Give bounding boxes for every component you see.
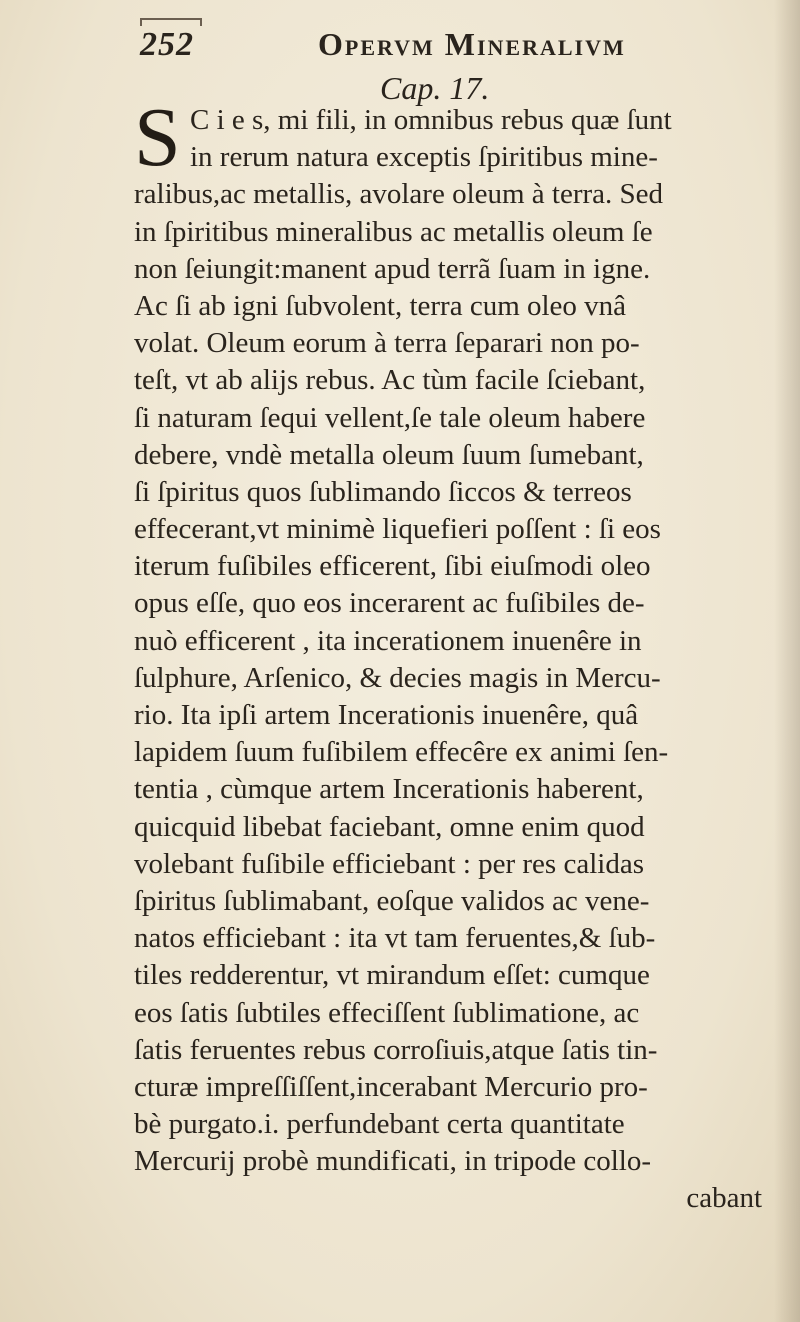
text-line: debere, vndè metalla oleum ſuum ſumebant, [134, 438, 644, 471]
text-line: cturæ impreſſiſſent,incerabant Mercurio pro- [134, 1070, 648, 1103]
text-line: ſi ſpiritus quos ſublimando ſiccos & terreos [134, 475, 632, 508]
body-text [134, 102, 784, 1218]
text-line: eos ſatis ſubtiles effeciſſent ſublimatione, ac [134, 996, 640, 1029]
text-line: teſt, vt ab alijs rebus. Ac tùm facile ſciebant, [134, 364, 646, 397]
text-line: lapidem ſuum fuſibilem effecêre ex animi ſen- [134, 736, 669, 769]
text-line: C i e s, mi fili, in omnibus rebus quæ ſunt [190, 104, 672, 136]
text-line: opus eſſe, quo eos incerarent ac fuſibiles de- [134, 587, 645, 620]
text-line: bè purgato.i. perfundebant certa quantitate [134, 1108, 625, 1141]
text-line: in ſpiritibus mineralibus ac metallis oleum ſe [134, 215, 653, 248]
text-line: ralibus,ac metallis, avolare oleum à terra. Sed [134, 178, 664, 211]
text-line: in rerum natura exceptis ſpiritibus mine- [190, 141, 658, 174]
text-line: Mercurij probè mundificati, in tripode collo- [134, 1145, 652, 1178]
running-head: Opervm Mineralivm [318, 26, 626, 62]
text-line: tiles redderentur, vt mirandum eſſet: cumque [134, 959, 650, 992]
text-line: iterum fuſibiles efficerent, ſibi eiuſmodi oleo [134, 550, 651, 583]
page-number-rule [140, 18, 202, 20]
text-line: ſi naturam ſequi vellent,ſe tale oleum habere [134, 401, 646, 434]
text-line: quicquid libebat faciebant, omne enim quod [134, 810, 645, 843]
text-line: ſulphure, Arſenico, & decies magis in Mercu- [134, 661, 661, 694]
text-line: non ſeiungit:manent apud terrã ſuam in igne. [134, 252, 651, 285]
catchword: cabant [686, 1182, 762, 1215]
text-line: tentia , cùmque artem Incerationis haberent, [134, 773, 644, 806]
text-line: nuò efficerent , ita incerationem inuenêre in [134, 624, 642, 657]
text-line: volat. Oleum eorum à terra ſeparari non po- [134, 327, 640, 360]
page-number: 252 [140, 26, 194, 63]
text-line: Ac ſi ab igni ſubvolent, terra cum oleo vnâ [134, 289, 627, 322]
text-line: volebant fuſibile efficiebant : per res calidas [134, 847, 644, 880]
text-line: ſatis feruentes rebus corroſiuis,atque ſatis tin- [134, 1033, 658, 1066]
chapter-heading: Cap. 17. [380, 70, 490, 106]
text-line: ſpiritus ſublimabant, eoſque validos ac vene- [134, 884, 650, 917]
text-line: effecerant,vt minimè liquefieri poſſent : ſi eos [134, 513, 661, 546]
text-line: natos efficiebant : ita vt tam feruentes,& ſub- [134, 922, 656, 955]
drop-cap: S [134, 91, 181, 184]
text-line: rio. Ita ipſi artem Incerationis inuenêre, quâ [134, 699, 639, 731]
